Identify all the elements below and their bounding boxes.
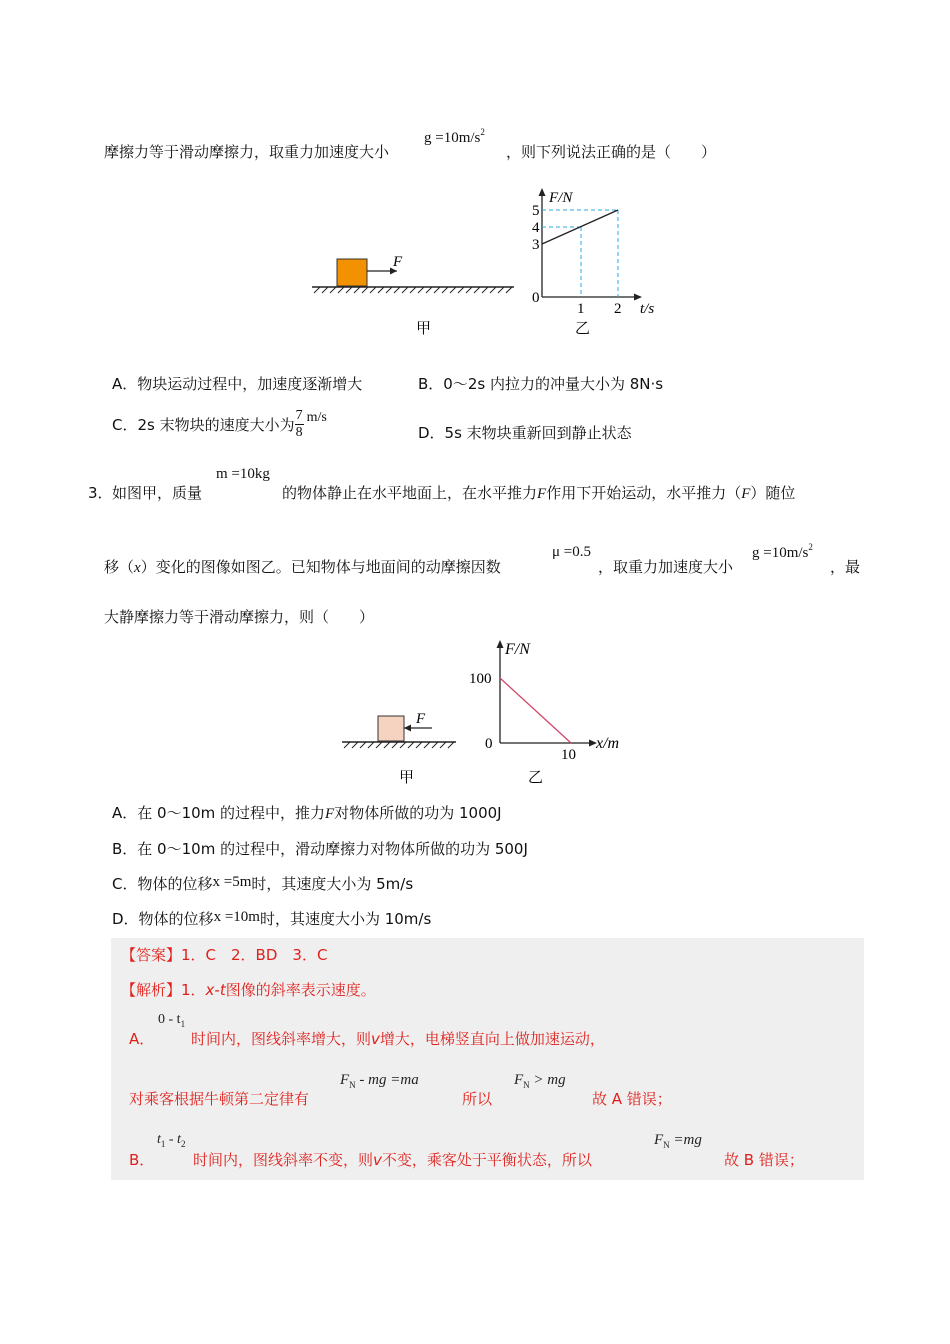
- a-eq1-F: F: [340, 1072, 350, 1088]
- q3-g-text: g =10m/s: [752, 545, 809, 561]
- q3-mass-formula: [216, 466, 270, 483]
- q3-x-tick-10: 10: [561, 747, 576, 763]
- q2-data-line: [542, 210, 618, 244]
- q3-label-right: 乙: [528, 770, 544, 786]
- q2-g-sup: 2: [480, 127, 485, 137]
- q3-line1-b: 作用下开始运动，水平推力（: [546, 484, 742, 502]
- b-mid: - t: [165, 1132, 181, 1147]
- q3-mu-formula: μ =0.5: [552, 544, 592, 560]
- analysis-b-text: [193, 1149, 592, 1170]
- analysis-b-conclusion: 故 B 错误；: [724, 1151, 804, 1169]
- a-eq2-F: F: [514, 1072, 524, 1088]
- a-eq1-sub: N: [349, 1080, 356, 1090]
- analysis-a-line2-pre: 对乘客根据牛顿第二定律有: [129, 1090, 310, 1108]
- b-v: v: [373, 1151, 382, 1169]
- q3-x-axis-label: x/m: [596, 735, 620, 752]
- q2-x-axis-label: t/s: [640, 301, 655, 317]
- q2-intro: [104, 141, 389, 162]
- q3-option-c-formula: x =5m: [212, 874, 252, 890]
- q3-option-c-post: 时，其速度大小为 5m/s: [251, 875, 414, 893]
- q2-ground: [312, 287, 514, 293]
- analysis-line: [121, 979, 376, 1000]
- b-t1-sub: 1: [160, 1139, 166, 1149]
- a-text2: 增大，电梯竖直向上做加速运动，: [379, 1030, 605, 1048]
- q3-option-d-formula: x =10m: [213, 909, 260, 925]
- a-eq1-rest: - mg =ma: [355, 1072, 419, 1088]
- q2-origin: 0: [532, 290, 540, 306]
- b-text2: 不变，乘客处于平衡状态，所以: [381, 1151, 592, 1169]
- q2-option-c: [112, 408, 327, 441]
- q2-intro-post: ，则下列说法正确的是（ ）: [506, 143, 717, 161]
- q3-option-d: [112, 908, 431, 929]
- q2-c-num: 7: [295, 408, 303, 423]
- analysis-xt: x-t: [205, 981, 226, 999]
- q2-label-left: 甲: [416, 321, 432, 337]
- b-text: 时间内，图线斜率不变，则: [193, 1151, 374, 1169]
- q3-option-c: [112, 873, 413, 894]
- q3-number: 3．: [88, 484, 113, 502]
- analysis-b-eq: [654, 1132, 702, 1150]
- analysis-a-label: A．: [129, 1030, 155, 1048]
- a-interval-sub: 1: [180, 1019, 186, 1029]
- analysis-b-interval: [157, 1132, 185, 1149]
- q3-block: [378, 716, 404, 741]
- q2-intro-pre: 摩擦力等于滑动摩擦力，取重力加速度大小: [104, 143, 390, 161]
- q3-option-d-pre: D．物体的位移: [112, 910, 214, 928]
- q3-label-left: 甲: [399, 770, 415, 786]
- q2-option-c-text: C．2s 末物块的速度大小为: [112, 416, 295, 434]
- a-text: 时间内，图线斜率增大，则: [191, 1030, 372, 1048]
- q2-y-tick-5: 5: [532, 203, 540, 219]
- answer-line: 【答案】1．C 2．BD 3．C: [121, 946, 328, 964]
- q3-ground: [342, 742, 456, 748]
- q2-force-label: F: [393, 254, 403, 270]
- q2-c-den: 8: [295, 425, 303, 440]
- q2-g-text: g =10m/s: [424, 130, 481, 146]
- q3-line2-mid2: ，取重力加速度大小: [598, 558, 734, 576]
- q3-data-line: [500, 678, 571, 743]
- q2-option-a: A．物块运动过程中，加速度逐渐增大: [112, 375, 363, 393]
- answer-box: [111, 938, 864, 1180]
- q2-g-formula: [424, 127, 485, 147]
- q2-y-tick-3: 3: [532, 237, 540, 253]
- q3-line2-a: 移（: [104, 558, 135, 576]
- q2-x-tick-1: 1: [577, 301, 585, 317]
- q2-x-tick-2: 2: [614, 301, 622, 317]
- q3-line1-pre: 如图甲，质量: [112, 484, 203, 502]
- q3-g-formula: [752, 542, 813, 562]
- q2-option-c-unit: m/s: [306, 410, 327, 425]
- analysis-b-label: B．: [129, 1151, 155, 1169]
- q3-line2-b: ）变化的图像如图乙。已知物体与地面间的动摩擦因数: [140, 558, 501, 576]
- b-eq-F: F: [654, 1132, 664, 1148]
- b-eq-rest: =mg: [669, 1132, 702, 1148]
- q3-figure: [330, 630, 650, 790]
- q3-option-c-pre: C．物体的位移: [112, 875, 213, 893]
- analysis-a-interval: [158, 1012, 185, 1029]
- q3-line2-post: ，最: [830, 558, 861, 576]
- a-interval: 0 - t: [158, 1012, 181, 1027]
- q3-option-d-post: 时，其速度大小为 10m/s: [259, 910, 432, 928]
- a-eq2-rest: > mg: [529, 1072, 566, 1088]
- q3-option-a-post: 对物体所做的功为 1000J: [334, 804, 502, 822]
- a-v: v: [371, 1030, 380, 1048]
- analysis-a-so: 所以: [462, 1090, 493, 1108]
- q3-line3: 大静摩擦力等于滑动摩擦力，则（ ）: [104, 608, 375, 626]
- b-eq-sub: N: [663, 1140, 670, 1150]
- b-t2-sub: 2: [180, 1139, 186, 1149]
- q3-g-sup: 2: [808, 542, 813, 552]
- analysis-a-text: [191, 1028, 605, 1049]
- q2-block: [337, 259, 367, 286]
- analysis-a-eq1: [340, 1072, 419, 1090]
- q3-line2-x: x: [134, 560, 141, 576]
- q2-option-b: B．0～2s 内拉力的冲量大小为 8N·s: [418, 375, 664, 393]
- analysis-a-conclusion: 故 A 错误；: [592, 1090, 672, 1108]
- q3-option-a-pre: A．在 0～10m 的过程中，推力: [112, 804, 326, 822]
- q2-option-d: D．5s 末物块重新回到静止状态: [418, 424, 632, 442]
- q3-force-label: F: [416, 711, 426, 727]
- q3-line1-a: 的物体静止在水平地面上，在水平推力: [282, 484, 538, 502]
- q3-y-axis-label: F/N: [505, 641, 530, 658]
- q3-line2-pre: [104, 556, 501, 577]
- q3-option-b: B．在 0～10m 的过程中，滑动摩擦力对物体所做的功为 500J: [112, 840, 528, 858]
- analysis-post: 图像的斜率表示速度。: [225, 981, 376, 999]
- q2-figure: [300, 180, 680, 340]
- analysis-pre: 【解析】1．: [121, 981, 206, 999]
- q3-mass-text: m =10kg: [216, 466, 270, 482]
- q3-origin: 0: [485, 736, 493, 752]
- a-eq2-sub: N: [523, 1080, 530, 1090]
- q3-option-a: [112, 802, 502, 823]
- q2-y-axis-label: F/N: [549, 190, 573, 206]
- q3-line1-F2: F: [741, 486, 751, 502]
- q3-line1-c: ）随位: [750, 484, 796, 502]
- q3-line1-F: F: [537, 486, 547, 502]
- analysis-a-eq2: [514, 1072, 566, 1090]
- q3-line1-post: [282, 482, 795, 503]
- q3-y-tick-100: 100: [469, 671, 492, 687]
- q2-label-right: 乙: [575, 321, 591, 337]
- q2-y-tick-4: 4: [532, 220, 540, 236]
- b-t1: t: [157, 1132, 161, 1147]
- q2-option-c-fraction: [295, 408, 304, 441]
- q3-option-a-F: F: [325, 806, 335, 822]
